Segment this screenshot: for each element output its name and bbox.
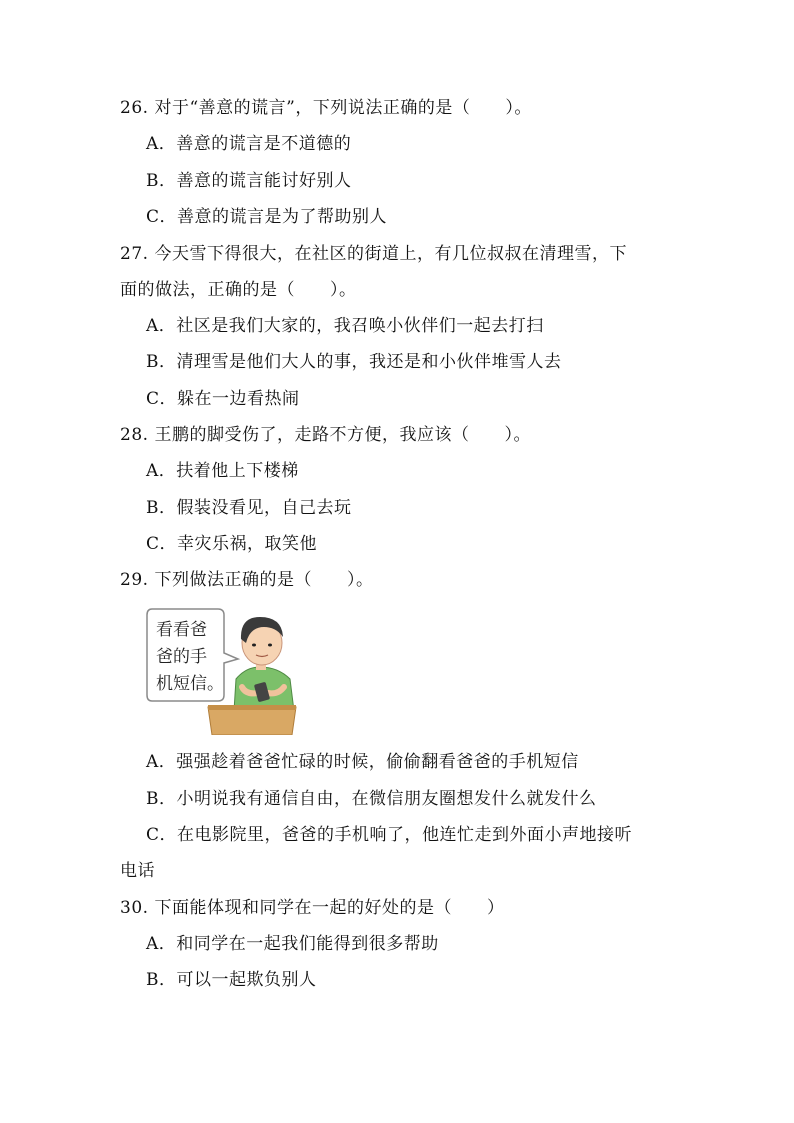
question-28-option-b: B．假装没看见，自己去玩 — [146, 498, 352, 518]
question-26-option-b: B．善意的谎言能讨好别人 — [146, 171, 352, 191]
question-30-option-a: A．和同学在一起我们能得到很多帮助 — [146, 934, 439, 954]
question-27-stem-continued: 面的做法，正确的是（ ）。 — [120, 280, 357, 300]
boy-reading-phone-illustration — [146, 603, 298, 735]
question-28-option-c: C．幸灾乐祸，取笑他 — [146, 534, 318, 554]
question-29-option-c-continued: 电话 — [120, 861, 155, 881]
question-27-option-a: A．社区是我们大家的，我召唤小伙伴们一起去打扫 — [146, 316, 544, 336]
question-26-stem: 26. 对于“善意的谎言”，下列说法正确的是（ ）。 — [120, 98, 532, 118]
question-26-option-a: A．善意的谎言是不道德的 — [146, 134, 352, 154]
question-30-stem: 30. 下面能体现和同学在一起的好处的是（ ） — [120, 898, 505, 918]
question-28-option-a: A．扶着他上下楼梯 — [146, 461, 299, 481]
desk — [208, 707, 296, 735]
question-30-option-b: B．可以一起欺负别人 — [146, 970, 317, 990]
question-29-option-a: A．强强趁着爸爸忙碌的时候，偷偷翻看爸爸的手机短信 — [146, 752, 579, 772]
question-29-option-b: B．小明说我有通信自由，在微信朋友圈想发什么就发什么 — [146, 789, 597, 809]
bubble-line-2: 爸的手 — [156, 647, 207, 667]
question-27-option-c: C．躲在一边看热闹 — [146, 389, 300, 409]
question-28-stem: 28. 王鹏的脚受伤了，走路不方便，我应该（ ）。 — [120, 425, 531, 445]
question-26-option-c: C．善意的谎言是为了帮助别人 — [146, 207, 388, 227]
bubble-line-3: 机短信。 — [156, 674, 224, 694]
bubble-line-1: 看看爸 — [156, 620, 207, 640]
question-27-option-b: B．清理雪是他们大人的事，我还是和小伙伴堆雪人去 — [146, 352, 562, 372]
question-29-option-c: C．在电影院里，爸爸的手机响了，他连忙走到外面小声地接听 — [146, 825, 633, 845]
question-29-stem: 29. 下列做法正确的是（ ）。 — [120, 570, 374, 590]
question-27-stem: 27. 今天雪下得很大，在社区的街道上，有几位叔叔在清理雪，下 — [120, 244, 627, 264]
